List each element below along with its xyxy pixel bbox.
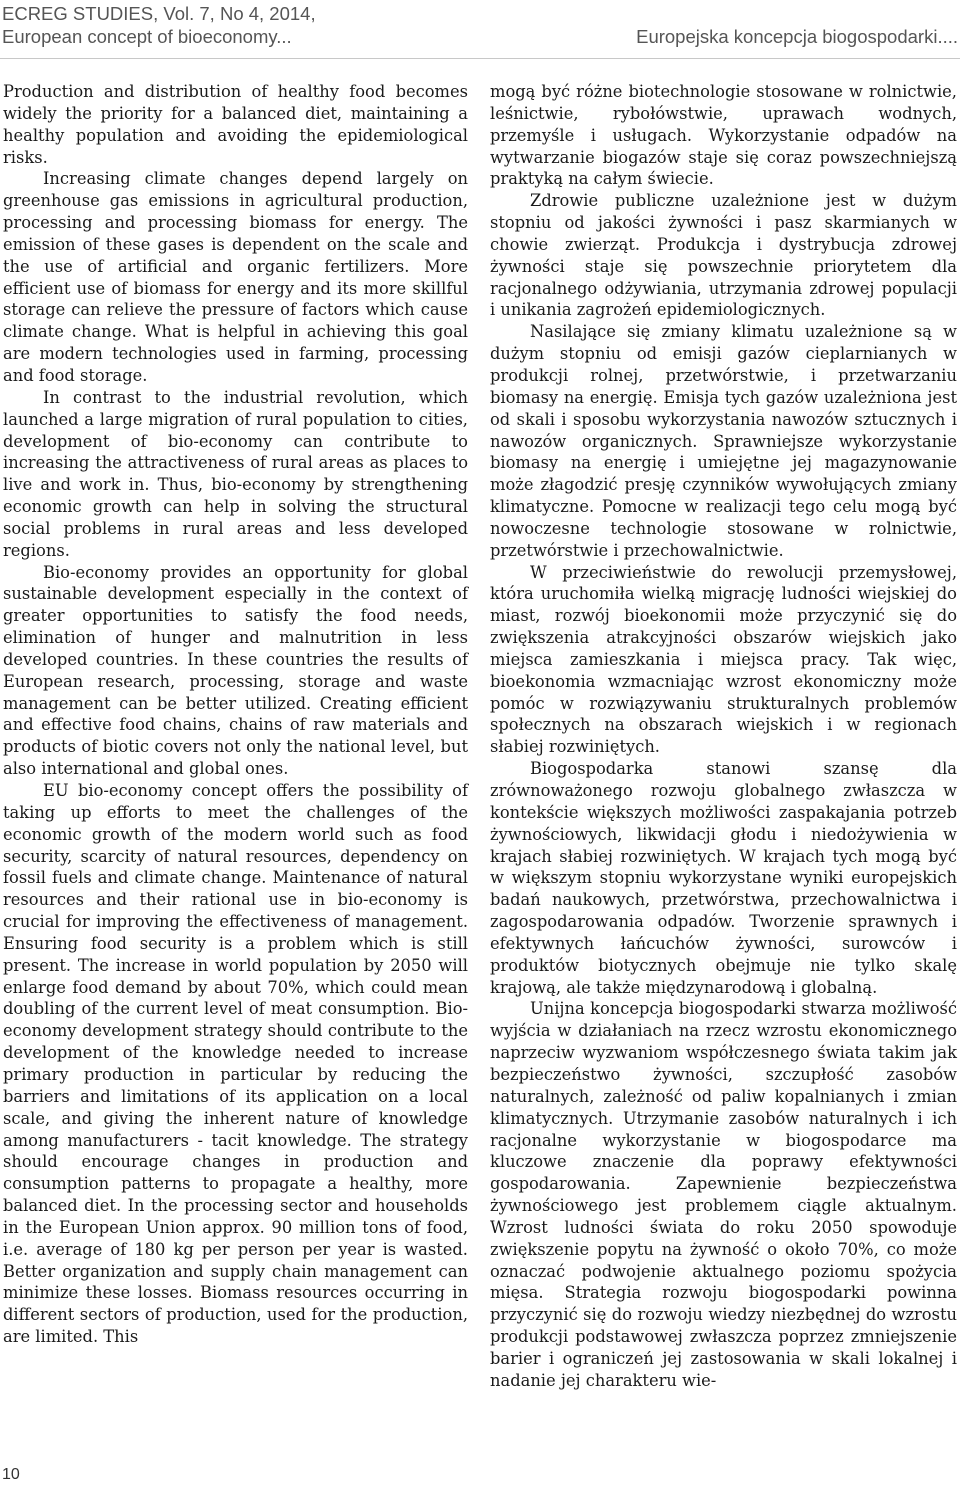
en-paragraph-5: EU bio-economy concept offers the possibility of taking up efforts to meet the challenges of the economic growth of the modern world such as food security, scarcity of natural resources, dependency on fossil fuels and climate change. Maintenance of natural resources and their rational use in bio-economy is crucial for improving the effectiveness of management. Ensuring food security is a problem which is still present. The increase in world population by 2050 will enlarge food demand by about 70%, which could mean doubling of the current level of meat consumption. Bio-economy development strategy should contribute to the development of the knowledge needed to increase primary production in particular by reducing the barriers and limitations of its application on a local scale, and giving the inherent nature of knowledge among manufacturers - tacit knowledge. The strategy should encourage changes in production and consumption patterns to propagate a healthy, more balanced diet. In the processing sector and households in the European Union approx. 90 million tons of food, i.e. average of 180 kg per person per year is wasted. Better organization and supply chain management can minimize these losses. Biomass resources occurring in different sectors of production, used for the production, are limited. This — [3, 781, 468, 1347]
polish-column — [490, 81, 957, 1392]
en-paragraph-2: Increasing climate changes depend largely on greenhouse gas emissions in agricultural production, processing and processing biomass for energy. The emission of these gases is dependent on the scale and the use of artificial and organic fertilizers. More efficient use of biomass for energy and its more skillful storage can relieve the pressure of factors which cause climate change. What is helpful in achieving this goal are modern technologies used in farming, processing and food storage. — [3, 169, 468, 385]
article-title-en: European concept of bioeconomy... — [2, 26, 292, 47]
en-paragraph-1: Production and distribution of healthy food becomes widely the priority for a balanced diet, maintaining a healthy population and avoiding the epidemiological risks. — [3, 82, 468, 167]
en-paragraph-4: Bio-economy provides an opportunity for global sustainable development especially in the context of greater opportunities to satisfy the food needs, elimination of hunger and malnutrition in less developed countries. In these countries the results of European research, processing, storage and waste management can be better utilized. Creating efficient and effective food chains, chains of raw materials and products of biotic covers not only the national level, but also international and global ones. — [3, 562, 468, 779]
en-paragraph-3: In contrast to the industrial revolution, which launched a large migration of rural population to cities, development of bio-economy can contribute to increasing the attractiveness of rural areas as places to live and work in. Thus, bio-economy by strengthening economic growth can help in solving the structural social problems in rural areas and less developed regions. — [3, 387, 468, 560]
english-column — [3, 81, 468, 1348]
pl-paragraph-1: mogą być różne biotechnologie stosowane w rolnictwie, leśnictwie, rybołówstwie, uprawach wodnych, przemyśle i usługach. Wykorzystanie odpadów na wytwarzanie biogazów staje się coraz powszechniejszą praktyką na całym świecie. — [490, 82, 957, 189]
pl-paragraph-2: Zdrowie publiczne uzależnione jest w dużym stopniu od jakości żywności i pasz skarmianych w chowie zwierząt. Produkcja i dystrybucja zdrowej żywności staje się powszechnie priorytetem dla racjonalnego odżywiania, utrzymania zdrowej populacji i unikania zagrożeń epidemiologicznych. — [490, 191, 957, 320]
pl-paragraph-3: Nasilające się zmiany klimatu uzależnione są w dużym stopniu od emisji gazów cieplarnianych w produkcji rolnej, przetwórstwie, i przetwarzaniu biomasy na energię. Emisja tych gazów uzależniona jest od skali i sposobu wykorzystania nawozów sztucznych i nawozów organicznych. Sprawniejsze wykorzystanie biomasy na energię i umiejętne jej magazynowanie może złagodzić presję czynników wywołujących zmiany klimatyczne. Pomocne w realizacji tego celu mogą być nowoczesne technologie stosowane w rolnictwie, przetwórstwie i przechowalnictwie. — [490, 322, 957, 560]
running-header — [0, 0, 960, 52]
page-number: 10 — [2, 1466, 20, 1483]
pl-paragraph-5: Biogospodarka stanowi szansę dla zrównoważonego rozwoju globalnego zwłaszcza w kontekście większych możliwości zaspakajania potrzeb żywnościowych, likwidacji głodu i niedożywienia w krajach słabiej rozwiniętych. W krajach tych mogą być w większym stopniu wykorzystane wyniki europejskich badań naukowych, przetwórstwa, przechowalnictwa i zagospodarowania odpadów. Tworzenie sprawnych i efektywnych łańcuchów żywności, surowców i produktów biotycznych obejmuje nie tylko skalę krajową, ale także międzynarodową i globalną. — [490, 759, 957, 997]
article-title-pl: Europejska koncepcja biogospodarki.... — [636, 26, 958, 47]
pl-paragraph-6: Unijna koncepcja biogospodarki stwarza możliwość wyjścia w działaniach na rzecz wzrostu ekonomicznego naprzeciw wyzwaniom współczesnego świata takim jak bezpieczeństwo żywności, szczupłość zasobów naturalnych, zależność od paliw kopalnianych i zmian klimatycznych. Utrzymanie zasobów naturalnych i ich racjonalne wykorzystanie w biogospodarce ma kluczowe znaczenie dla poprawy efektywności gospodarowania. Zapewnienie bezpieczeństwa żywnościowego jest problemem ciągle aktualnym. Wzrost ludności świata do roku 2050 spowoduje zwiększenie popytu na żywność o około 70%, co może oznaczać podwojenie aktualnego poziomu spożycia mięsa. Strategia rozwoju biogospodarki powinna przyczynić się do rozwoju wiedzy niezbędnej do wzrostu produkcji podstawowej zwłaszcza poprzez zmniejszenie barier i ograniczeń jej zastosowania w skali lokalnej i nadanie jej charakteru wie- — [490, 999, 957, 1390]
pl-paragraph-4: W przeciwieństwie do rewolucji przemysłowej, która uruchomiła wielką migrację ludności wiejskiej do miast, rozwój bioekonomii może przyczynić się do zwiększenia atrakcyjności obszarów wiejskich jako miejsca zamieszkania i miejsca pracy. Tak więc, bioekonomia wzmacniając wzrost ekonomiczny może pomóc w rozwiązywaniu strukturalnych problemów społecznych na obszarach wiejskich i w regionach słabiej rozwiniętych. — [490, 562, 957, 757]
journal-line: ECREG STUDIES, Vol. 7, No 4, 2014, — [2, 3, 316, 24]
header-divider — [0, 58, 960, 59]
running-header-left — [2, 2, 316, 48]
